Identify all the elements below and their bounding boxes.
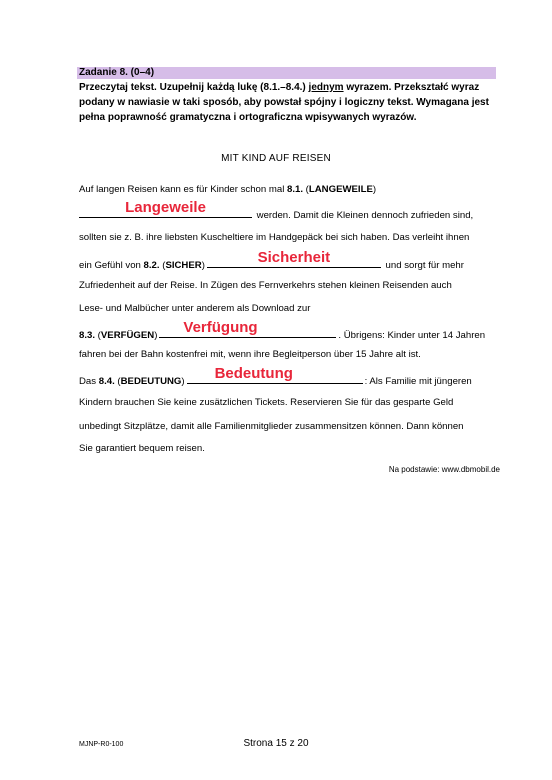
- answer-8-1: Langeweile: [125, 199, 206, 216]
- text-line-2: [79, 199, 474, 222]
- answer-8-2: Sicherheit: [257, 249, 331, 266]
- line-text: und sorgt für mehr: [382, 260, 464, 271]
- gap-8-1[interactable]: [79, 199, 252, 218]
- gap-8-3[interactable]: [159, 319, 336, 338]
- line-text: Das: [79, 376, 99, 387]
- paren-open: (: [95, 330, 101, 341]
- gap-8-4[interactable]: [187, 365, 363, 384]
- answer-8-3: Verfügung: [183, 319, 258, 336]
- text-line-9: [79, 365, 472, 388]
- text-line-4: [79, 249, 464, 272]
- line-text: Auf langen Reisen kann es für Kinder schon mal: [79, 184, 287, 195]
- paren-close: ): [154, 330, 158, 341]
- paren-close: ): [201, 260, 205, 271]
- paren-close: ): [372, 184, 377, 195]
- text-line-3: sollten sie z. B. ihre liebsten Kuscheltiere im Handgepäck bei sich haben. Das verleiht ihnen: [79, 232, 470, 243]
- line-text: ein Gefühl von: [79, 260, 144, 271]
- text-line-5: Zufriedenheit auf der Reise. In Zügen des Fernverkehrs stehen kleinen Reisenden auch: [79, 280, 452, 291]
- text-title: MIT KIND AUF REISEN: [221, 153, 331, 164]
- document-code: MJNP-R0-100: [79, 741, 124, 748]
- line-text: : Als Familie mit jüngeren: [364, 376, 472, 387]
- paren-close: ): [181, 376, 185, 387]
- base-word-verfuegen: VERFÜGEN: [100, 330, 155, 341]
- line-text: werden. Damit die Kleinen dennoch zufrieden sind,: [254, 210, 474, 221]
- source-citation: Na podstawie: www.dbmobil.de: [388, 465, 500, 474]
- line-text: . Übrigens: Kinder unter 14 Jahren: [338, 330, 486, 341]
- text-line-12: Sie garantiert bequem reisen.: [79, 443, 205, 454]
- base-word-sicher: SICHER: [165, 260, 202, 271]
- text-line-6: Lese- und Malbücher unter anderem als Download zur: [79, 303, 311, 314]
- base-word-bedeutung: BEDEUTUNG: [120, 376, 182, 387]
- instructions-part1: Przeczytaj tekst. Uzupełnij każdą lukę (8.1.–8.4.): [79, 82, 309, 93]
- task-instructions: [79, 80, 499, 125]
- instructions-part2: wyrazem. Przekształć wyraz podany w nawiasie w taki sposób, aby powstał spójny i logiczny tekst. Wymagana jest pełna poprawność gramatyczna i ortograficzna wpisywanych wyrazów.: [79, 82, 489, 123]
- gap-8-2[interactable]: [207, 249, 381, 268]
- gap-number-8-1: 8.1.: [287, 184, 304, 195]
- text-line-1: [79, 184, 376, 196]
- answer-8-4: Bedeutung: [214, 365, 293, 382]
- task-header: Zadanie 8. (0–4): [77, 67, 496, 79]
- text-line-7: [79, 319, 486, 342]
- paren-open: (: [114, 376, 121, 387]
- text-line-10: Kindern brauchen Sie keine zusätzlichen Tickets. Reservieren Sie für das gesparte Geld: [79, 397, 454, 408]
- text-line-11: unbedingt Sitzplätze, damit alle Familienmitglieder zusammensitzen können. Dann können: [79, 421, 464, 432]
- paren-open: (: [159, 260, 166, 271]
- paren-open: (: [303, 184, 309, 195]
- base-word-langeweile: LANGEWEILE: [308, 184, 373, 195]
- gap-number-8-3: 8.3.: [79, 330, 96, 341]
- gap-number-8-2: 8.2.: [143, 260, 160, 271]
- page-number: Strona 15 z 20: [243, 738, 309, 749]
- instructions-emphasis: jednym: [308, 82, 344, 93]
- text-line-8: fahren bei der Bahn kostenfrei mit, wenn ihre Begleitperson über 15 Jahre alt ist.: [79, 349, 421, 360]
- gap-number-8-4: 8.4.: [98, 376, 115, 387]
